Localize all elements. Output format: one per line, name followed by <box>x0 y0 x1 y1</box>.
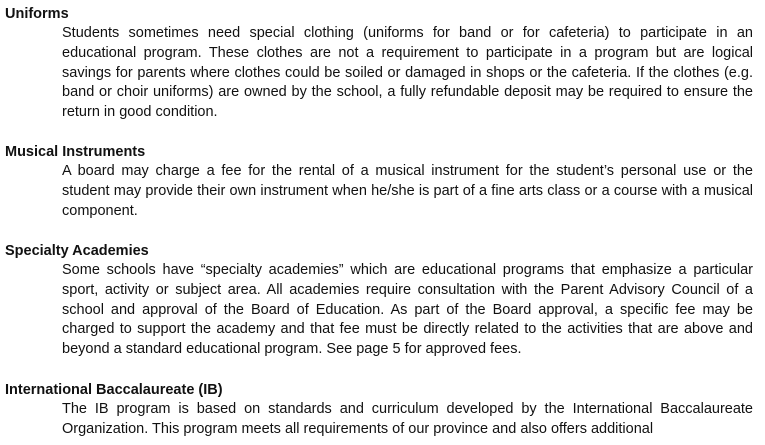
section-body: Some schools have “specialty academies” which are educational programs that emphasize a particular sport, activity or subject area. All academies require consultation with the Parent Advisory Council of a school and approval of the Board of Education. As part of the Board approval, a specific fee may be charged to support the academy and that fee must be directly related to the activities that are above and beyond a standard educational program. See page 5 for approved fees. <box>62 262 753 358</box>
section-uniforms <box>5 4 753 123</box>
section-international-baccalaureate <box>5 380 753 440</box>
section-specialty-academies <box>5 241 753 360</box>
section-body: Students sometimes need special clothing (uniforms for band or for cafeteria) to participate in an educational program. These clothes are not a requirement to participate in a program but are logical savings for parents where clothes could be soiled or damaged in shops or the cafeteria. If the clothes (e.g. band or choir uniforms) are owned by the school, a fully refundable deposit may be required to ensure the return in good condition. <box>62 25 753 121</box>
section-musical-instruments <box>5 142 753 221</box>
section-body: The IB program is based on standards and curriculum developed by the International Baccalaureate Organization. This program meets all requirements of our province and also offers additional <box>62 401 753 437</box>
section-heading: Uniforms <box>5 6 69 22</box>
section-heading: International Baccalaureate (IB) <box>5 382 223 398</box>
section-heading: Specialty Academies <box>5 243 149 259</box>
section-body: A board may charge a fee for the rental of a musical instrument for the student’s personal use or the student may provide their own instrument when he/she is part of a fine arts class or a course with a musical component. <box>62 163 753 219</box>
section-heading: Musical Instruments <box>5 144 146 160</box>
